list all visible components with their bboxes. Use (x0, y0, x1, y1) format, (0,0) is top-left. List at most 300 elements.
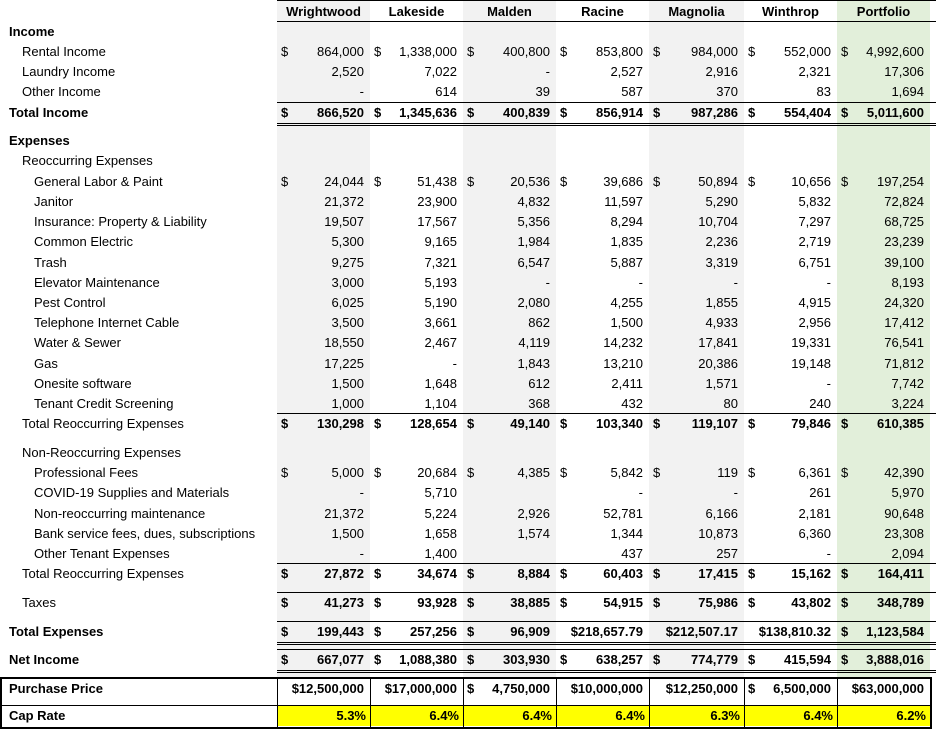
table-row (0, 706, 936, 726)
cell-value: - (638, 275, 643, 290)
cell-value: 4,915 (798, 295, 831, 310)
value-cell[interactable] (744, 394, 837, 414)
value-cell[interactable] (463, 42, 556, 62)
value-cell[interactable] (744, 333, 837, 353)
cell-value: 2,719 (798, 234, 831, 249)
cell-value: 2,916 (705, 64, 738, 79)
row-label: Total Income (9, 105, 89, 120)
value-cell[interactable] (463, 483, 556, 503)
value-cell[interactable] (556, 394, 649, 414)
cell-value: 8,193 (891, 275, 924, 290)
value-cell[interactable] (277, 62, 370, 82)
value-cell[interactable] (744, 622, 837, 642)
value-cell[interactable] (649, 504, 744, 524)
value-cell[interactable] (463, 504, 556, 524)
value-cell[interactable] (649, 62, 744, 82)
value-cell[interactable] (556, 212, 649, 232)
cell-value: 90,648 (884, 506, 924, 521)
value-cell[interactable] (649, 354, 744, 374)
cell-value: 7,297 (798, 214, 831, 229)
value-cell[interactable] (370, 172, 463, 192)
cell-value: 9,275 (331, 255, 364, 270)
value-cell[interactable] (837, 232, 930, 252)
value-cell[interactable] (837, 564, 930, 584)
column-header-wrightwood[interactable]: Wrightwood (286, 4, 361, 19)
value-cell[interactable] (463, 354, 556, 374)
value-cell[interactable] (744, 504, 837, 524)
cell-value: 3,000 (331, 275, 364, 290)
cell-value: 50,894 (698, 174, 738, 189)
cell-value: 2,411 (611, 376, 643, 391)
value-cell[interactable] (370, 679, 463, 699)
value-cell[interactable] (556, 544, 649, 564)
cell-value: 1,500 (610, 315, 643, 330)
column-header-malden[interactable]: Malden (487, 4, 532, 19)
cell-value: 38,885 (510, 595, 550, 610)
summary-box-vertical (649, 677, 650, 729)
total-double-border (277, 644, 936, 645)
table-row (0, 333, 936, 353)
cell-value: 856,914 (596, 105, 643, 120)
table-row (0, 544, 936, 564)
value-cell[interactable] (556, 62, 649, 82)
currency-symbol: $ (467, 174, 475, 189)
value-cell[interactable] (463, 593, 556, 613)
value-cell[interactable] (463, 253, 556, 273)
value-cell[interactable] (744, 414, 837, 434)
value-cell[interactable] (649, 650, 744, 670)
currency-symbol: $ (281, 105, 289, 120)
value-cell[interactable] (463, 524, 556, 544)
cell-value: 17,415 (698, 566, 738, 581)
row-label: Non-Reoccurring Expenses (22, 445, 181, 460)
value-cell[interactable] (463, 103, 556, 123)
row-label: Total Expenses (9, 624, 104, 639)
value-cell[interactable] (744, 564, 837, 584)
currency-symbol: $ (281, 652, 289, 667)
value-cell[interactable] (370, 82, 463, 102)
value-cell[interactable] (649, 564, 744, 584)
value-cell[interactable] (649, 273, 744, 293)
value-cell[interactable] (277, 622, 370, 642)
value-cell[interactable] (463, 622, 556, 642)
summary-box-vertical (744, 677, 745, 729)
value-cell[interactable] (556, 414, 649, 434)
value-cell[interactable] (649, 212, 744, 232)
value-cell[interactable] (649, 313, 744, 333)
value-cell[interactable] (649, 394, 744, 414)
value-cell[interactable] (277, 483, 370, 503)
value-cell[interactable] (556, 483, 649, 503)
row-label: Other Tenant Expenses (34, 546, 170, 561)
value-cell[interactable] (649, 679, 744, 699)
value-cell[interactable] (649, 463, 744, 483)
value-cell[interactable] (649, 593, 744, 613)
cell-value: 6.4% (803, 708, 833, 723)
value-cell[interactable] (744, 232, 837, 252)
value-cell[interactable] (370, 463, 463, 483)
cell-value: 5,970 (891, 485, 924, 500)
value-cell[interactable] (277, 374, 370, 394)
value-cell[interactable] (744, 192, 837, 212)
value-cell[interactable] (370, 273, 463, 293)
value-cell[interactable] (556, 103, 649, 123)
cell-value: 437 (621, 546, 643, 561)
cell-value: 17,567 (417, 214, 457, 229)
cell-value: 1,835 (610, 234, 643, 249)
value-cell[interactable] (649, 82, 744, 102)
cell-value: 5,832 (798, 194, 831, 209)
value-cell[interactable] (556, 42, 649, 62)
cell-value: 774,779 (691, 652, 738, 667)
value-cell[interactable] (649, 706, 744, 726)
value-cell[interactable] (744, 650, 837, 670)
value-cell[interactable] (837, 212, 930, 232)
value-cell[interactable] (649, 414, 744, 434)
value-cell[interactable] (744, 483, 837, 503)
column-header-lakeside[interactable]: Lakeside (388, 4, 445, 19)
value-cell[interactable] (277, 293, 370, 313)
value-cell[interactable] (370, 504, 463, 524)
row-label: Income (9, 24, 55, 39)
value-cell[interactable] (370, 232, 463, 252)
row-label: Cap Rate (9, 708, 66, 723)
column-header-winthrop[interactable]: Winthrop (762, 4, 819, 19)
value-cell[interactable] (837, 483, 930, 503)
value-cell[interactable] (556, 313, 649, 333)
cell-value: 1,574 (517, 526, 550, 541)
table-row (0, 650, 936, 670)
value-cell[interactable] (837, 62, 930, 82)
value-cell[interactable] (837, 394, 930, 414)
value-cell[interactable] (370, 313, 463, 333)
value-cell[interactable] (649, 524, 744, 544)
value-cell[interactable] (370, 253, 463, 273)
currency-symbol: $ (841, 566, 849, 581)
cell-value: - (359, 546, 364, 561)
value-cell[interactable] (463, 564, 556, 584)
table-row (0, 593, 936, 613)
table-row (0, 564, 936, 584)
value-cell[interactable] (837, 679, 930, 699)
value-cell[interactable] (649, 232, 744, 252)
header-top-border (277, 0, 936, 1)
row-label: Insurance: Property & Liability (34, 214, 207, 229)
value-cell[interactable] (649, 103, 744, 123)
value-cell[interactable] (744, 679, 837, 699)
value-cell[interactable] (463, 313, 556, 333)
value-cell[interactable] (556, 504, 649, 524)
cell-value: 6.2% (896, 708, 926, 723)
cell-value: 587 (621, 84, 643, 99)
value-cell[interactable] (463, 463, 556, 483)
value-cell[interactable] (556, 374, 649, 394)
value-cell[interactable] (744, 42, 837, 62)
cell-value: - (733, 485, 738, 500)
value-cell[interactable] (370, 622, 463, 642)
value-cell[interactable] (649, 293, 744, 313)
value-cell[interactable] (837, 333, 930, 353)
value-cell[interactable] (277, 232, 370, 252)
cell-value: - (545, 64, 550, 79)
value-cell[interactable] (277, 354, 370, 374)
value-cell[interactable] (277, 524, 370, 544)
value-cell[interactable] (556, 706, 649, 726)
row-label: Telephone Internet Cable (34, 315, 180, 330)
value-cell[interactable] (463, 82, 556, 102)
cell-value: 6,025 (331, 295, 364, 310)
value-cell[interactable] (556, 192, 649, 212)
value-cell[interactable] (556, 293, 649, 313)
cell-value: 6,166 (705, 506, 738, 521)
cell-value: 6,547 (517, 255, 550, 270)
value-cell[interactable] (277, 192, 370, 212)
currency-symbol: $ (653, 174, 661, 189)
value-cell[interactable] (370, 394, 463, 414)
value-cell[interactable] (277, 42, 370, 62)
value-cell[interactable] (277, 333, 370, 353)
value-cell[interactable] (556, 273, 649, 293)
value-cell[interactable] (463, 679, 556, 699)
table-row (0, 212, 936, 232)
value-cell[interactable] (744, 62, 837, 82)
value-cell[interactable] (837, 504, 930, 524)
value-cell[interactable] (463, 62, 556, 82)
summary-box-vertical (837, 677, 838, 729)
value-cell[interactable] (463, 212, 556, 232)
value-cell[interactable] (370, 706, 463, 726)
value-cell[interactable] (744, 172, 837, 192)
cell-value: 257,256 (410, 624, 457, 639)
value-cell[interactable] (649, 192, 744, 212)
value-cell[interactable] (837, 42, 930, 62)
currency-symbol: $ (281, 624, 289, 639)
cell-value: 5,710 (424, 485, 457, 500)
value-cell[interactable] (277, 212, 370, 232)
cell-value: 23,900 (417, 194, 457, 209)
value-cell[interactable] (370, 414, 463, 434)
value-cell[interactable] (277, 564, 370, 584)
value-cell[interactable] (744, 524, 837, 544)
value-cell[interactable] (277, 82, 370, 102)
column-header-portfolio[interactable]: Portfolio (856, 4, 911, 19)
table-row (0, 313, 936, 333)
value-cell[interactable] (649, 374, 744, 394)
value-cell[interactable] (837, 706, 930, 726)
value-cell[interactable] (837, 593, 930, 613)
value-cell[interactable] (370, 212, 463, 232)
value-cell[interactable] (556, 524, 649, 544)
value-cell[interactable] (556, 354, 649, 374)
value-cell[interactable] (744, 293, 837, 313)
value-cell[interactable] (370, 293, 463, 313)
value-cell[interactable] (463, 333, 556, 353)
value-cell[interactable] (744, 706, 837, 726)
row-label: Janitor (34, 194, 74, 209)
value-cell[interactable] (556, 172, 649, 192)
cell-value: 130,298 (317, 416, 364, 431)
value-cell[interactable] (556, 333, 649, 353)
value-cell[interactable] (463, 293, 556, 313)
value-cell[interactable] (837, 544, 930, 564)
cell-value: 6,361 (798, 465, 831, 480)
value-cell[interactable] (556, 253, 649, 273)
value-cell[interactable] (744, 253, 837, 273)
cell-value: 20,536 (510, 174, 550, 189)
cell-value: $212,507.17 (665, 624, 738, 639)
value-cell[interactable] (277, 414, 370, 434)
value-cell[interactable] (370, 374, 463, 394)
value-cell[interactable] (744, 103, 837, 123)
table-row (0, 82, 936, 102)
value-cell[interactable] (649, 483, 744, 503)
value-cell[interactable] (649, 42, 744, 62)
cell-value: 119,107 (691, 416, 738, 431)
currency-symbol: $ (653, 595, 661, 610)
value-cell[interactable] (277, 504, 370, 524)
currency-symbol: $ (467, 465, 475, 480)
currency-symbol: $ (748, 416, 756, 431)
currency-symbol: $ (374, 105, 382, 120)
value-cell[interactable] (463, 414, 556, 434)
value-cell[interactable] (744, 212, 837, 232)
cell-value: 5,193 (424, 275, 457, 290)
value-cell[interactable] (837, 374, 930, 394)
total-top-border (277, 649, 936, 650)
cell-value: 10,873 (698, 526, 738, 541)
row-label: Water & Sewer (34, 335, 121, 350)
column-header-magnolia[interactable]: Magnolia (668, 4, 725, 19)
currency-symbol: $ (748, 566, 756, 581)
value-cell[interactable] (277, 706, 370, 726)
value-cell[interactable] (837, 622, 930, 642)
cell-value: 93,928 (417, 595, 457, 610)
value-cell[interactable] (370, 103, 463, 123)
value-cell[interactable] (744, 82, 837, 102)
value-cell[interactable] (837, 463, 930, 483)
value-cell[interactable] (370, 42, 463, 62)
value-cell[interactable] (837, 273, 930, 293)
value-cell[interactable] (370, 650, 463, 670)
value-cell[interactable] (744, 593, 837, 613)
cell-value: 39,100 (884, 255, 924, 270)
value-cell[interactable] (649, 253, 744, 273)
value-cell[interactable] (649, 333, 744, 353)
value-cell[interactable] (837, 414, 930, 434)
value-cell[interactable] (463, 273, 556, 293)
value-cell[interactable] (837, 354, 930, 374)
value-cell[interactable] (370, 544, 463, 564)
value-cell[interactable] (277, 679, 370, 699)
value-cell[interactable] (556, 82, 649, 102)
value-cell[interactable] (463, 650, 556, 670)
value-cell[interactable] (744, 313, 837, 333)
value-cell[interactable] (370, 354, 463, 374)
value-cell[interactable] (837, 293, 930, 313)
value-cell[interactable] (837, 524, 930, 544)
value-cell[interactable] (370, 483, 463, 503)
value-cell[interactable] (277, 463, 370, 483)
value-cell[interactable] (277, 544, 370, 564)
value-cell[interactable] (463, 706, 556, 726)
cell-value: 2,181 (798, 506, 831, 521)
value-cell[interactable] (744, 374, 837, 394)
value-cell[interactable] (837, 313, 930, 333)
value-cell[interactable] (370, 564, 463, 584)
cell-value: 2,236 (705, 234, 738, 249)
total-double-border (277, 125, 936, 126)
value-cell[interactable] (463, 172, 556, 192)
value-cell[interactable] (556, 622, 649, 642)
value-cell[interactable] (837, 253, 930, 273)
value-cell[interactable] (463, 394, 556, 414)
currency-symbol: $ (374, 465, 382, 480)
value-cell[interactable] (370, 593, 463, 613)
value-cell[interactable] (556, 679, 649, 699)
value-cell[interactable] (277, 650, 370, 670)
value-cell[interactable] (837, 650, 930, 670)
value-cell[interactable] (744, 354, 837, 374)
cell-value: 1,500 (331, 526, 364, 541)
value-cell[interactable] (277, 313, 370, 333)
value-cell[interactable] (463, 232, 556, 252)
currency-symbol: $ (374, 595, 382, 610)
row-label: Bank service fees, dues, subscriptions (34, 526, 256, 541)
value-cell[interactable] (277, 273, 370, 293)
currency-symbol: $ (281, 566, 289, 581)
value-cell[interactable] (277, 172, 370, 192)
cell-value: 1,338,000 (399, 44, 457, 59)
value-cell[interactable] (463, 374, 556, 394)
value-cell[interactable] (277, 253, 370, 273)
value-cell[interactable] (744, 544, 837, 564)
row-label: Purchase Price (9, 681, 103, 696)
row-label: Non-reoccurring maintenance (34, 506, 206, 521)
value-cell[interactable] (556, 564, 649, 584)
value-cell[interactable] (556, 593, 649, 613)
value-cell[interactable] (370, 333, 463, 353)
row-label: Onesite software (34, 376, 132, 391)
value-cell[interactable] (837, 192, 930, 212)
value-cell[interactable] (649, 622, 744, 642)
value-cell[interactable] (463, 544, 556, 564)
value-cell[interactable] (649, 544, 744, 564)
value-cell[interactable] (370, 192, 463, 212)
cell-value: 1,855 (705, 295, 738, 310)
value-cell[interactable] (277, 394, 370, 414)
cell-value: 43,802 (791, 595, 831, 610)
value-cell[interactable] (277, 103, 370, 123)
column-header-racine[interactable]: Racine (581, 4, 624, 19)
value-cell[interactable] (649, 172, 744, 192)
cell-value: 862 (528, 315, 550, 330)
value-cell[interactable] (556, 232, 649, 252)
value-cell[interactable] (277, 593, 370, 613)
currency-symbol: $ (281, 44, 289, 59)
value-cell[interactable] (556, 463, 649, 483)
value-cell[interactable] (370, 524, 463, 544)
cell-value: 303,930 (503, 652, 550, 667)
row-label: General Labor & Paint (34, 174, 163, 189)
value-cell[interactable] (556, 650, 649, 670)
value-cell[interactable] (837, 82, 930, 102)
value-cell[interactable] (744, 273, 837, 293)
value-cell[interactable] (744, 463, 837, 483)
value-cell[interactable] (837, 103, 930, 123)
value-cell[interactable] (370, 62, 463, 82)
value-cell[interactable] (463, 192, 556, 212)
value-cell[interactable] (837, 172, 930, 192)
